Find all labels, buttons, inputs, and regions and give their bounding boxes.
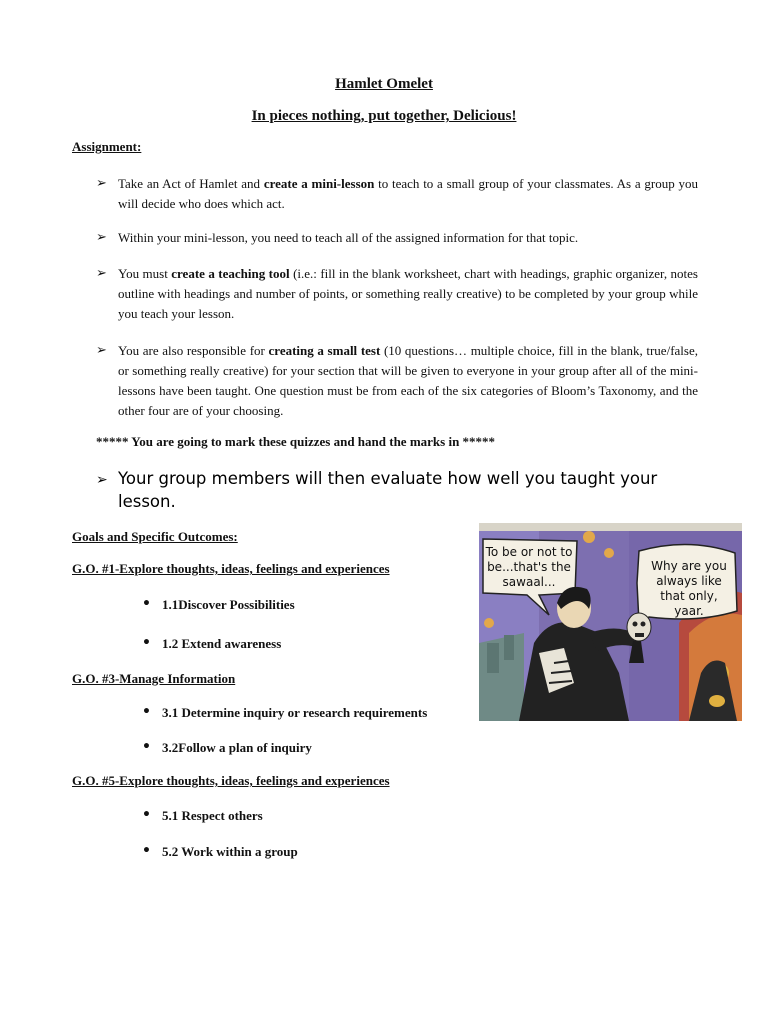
go5-heading: G.O. #5-Explore thoughts, ideas, feelings and experiences <box>72 773 390 788</box>
bullet-dot-icon: • <box>142 807 151 823</box>
arrow-bullet-icon: ➢ <box>96 266 107 281</box>
bullet-dot-icon: • <box>142 596 151 612</box>
go1-bullet: • 1.2 Extend awareness <box>142 635 282 651</box>
item-text: to teach to a small group of your classmates. As a group you will decide who does which act. <box>118 176 698 211</box>
item-bold-text: create a mini-lesson <box>263 176 375 191</box>
marks-note: ***** You are going to mark these quizzes and hand the marks in ***** <box>96 434 496 449</box>
assignment-item <box>96 228 698 248</box>
document-subtitle: In pieces nothing, put together, Delicious! <box>251 108 517 124</box>
bullet-dot-icon: • <box>142 843 151 859</box>
item-text: (i.e.: fill in the blank worksheet, chart with headings, graphic organizer, notes outline with headings and number of points, or something really creative) to be completed by your group while you teach your lesson. <box>118 266 698 321</box>
bullet-dot-icon: • <box>142 635 151 651</box>
assignment-item <box>96 341 698 421</box>
arrow-bullet-icon: ➢ <box>96 176 107 191</box>
comic-bubble-right-text: Why are you always like that only, yaar. <box>651 559 727 618</box>
bullet-dot-icon: • <box>142 704 151 720</box>
assignment-heading: Assignment: <box>72 139 142 154</box>
go5-bullet: • 5.2 Work within a group <box>142 843 298 859</box>
item-text: You are also responsible for <box>118 343 269 358</box>
item-bold-text: creating a small test <box>268 343 381 358</box>
go3-bullet: • 3.2Follow a plan of inquiry <box>142 739 312 755</box>
item-bold-text: create a teaching tool <box>171 266 290 281</box>
hamlet-comic-image <box>479 523 742 721</box>
arrow-bullet-icon: ➢ <box>96 472 108 488</box>
arrow-bullet-icon: ➢ <box>96 230 107 245</box>
go3-heading: G.O. #3-Manage Information <box>72 671 236 686</box>
evaluate-item <box>96 467 698 513</box>
comic-bubble-left-text: To be or not to be...that's the sawaal... <box>485 545 573 589</box>
go5-bullet: • 5.1 Respect others <box>142 807 263 823</box>
goals-heading: Goals and Specific Outcomes: <box>72 529 238 544</box>
assignment-item <box>96 174 698 214</box>
item-text: Take an Act of Hamlet and <box>118 176 264 191</box>
item-text: You must <box>118 266 172 281</box>
item-text: Your group members will then evaluate how well you taught your lesson. <box>118 469 658 511</box>
arrow-bullet-icon: ➢ <box>96 343 107 358</box>
assignment-item <box>96 264 698 324</box>
item-text: Within your mini-lesson, you need to teach all of the assigned information for that topic. <box>118 230 579 245</box>
bullet-dot-icon: • <box>142 739 151 755</box>
go1-bullet: • 1.1Discover Possibilities <box>142 596 295 612</box>
go3-bullet: • 3.1 Determine inquiry or research requirements <box>142 704 428 720</box>
document-title: Hamlet Omelet <box>335 76 433 92</box>
go1-heading: G.O. #1-Explore thoughts, ideas, feelings and experiences <box>72 561 390 576</box>
item-text: (10 questions… multiple choice, fill in the blank, true/false, or something really creative) for your section that will be given to everyone in your group after all of the mini-lessons have been taught. One question must be from each of the six categories of Bloom’s Taxonomy, and the other four are of your choosing. <box>118 343 698 418</box>
